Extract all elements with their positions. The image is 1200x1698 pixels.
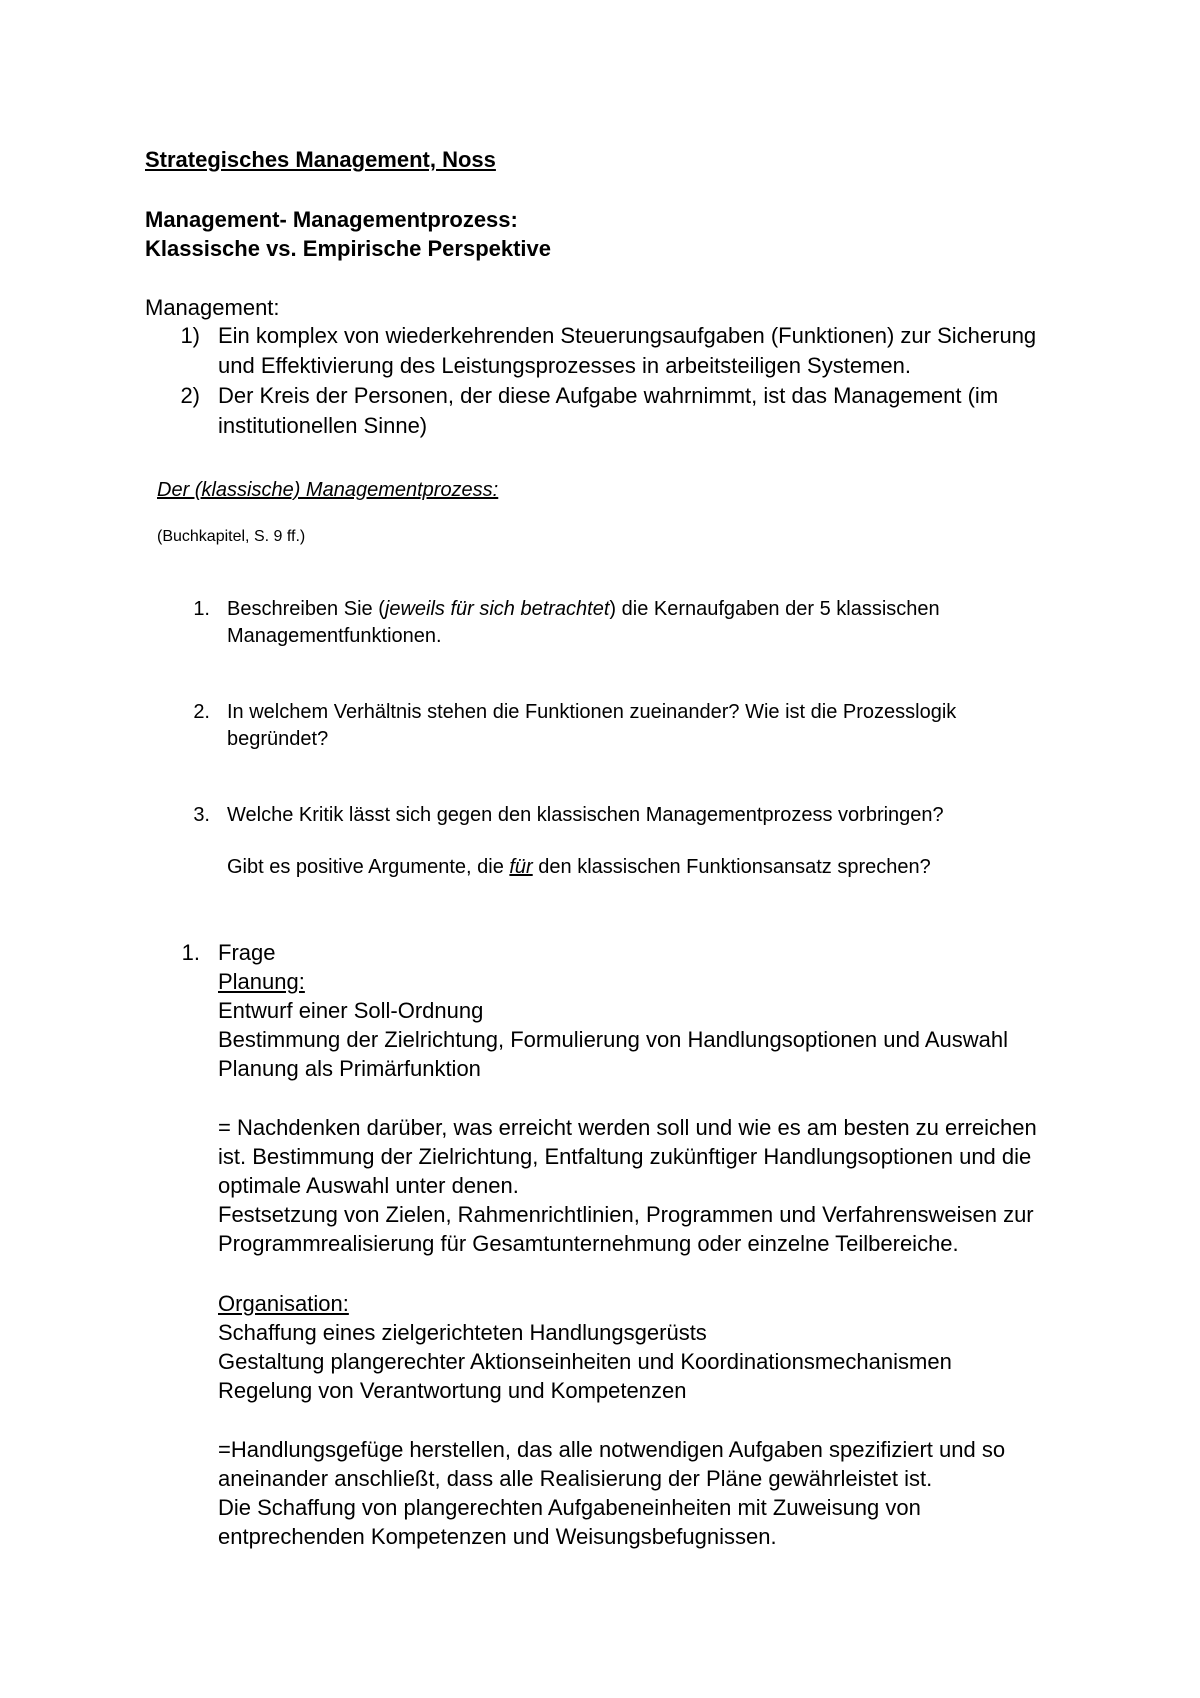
question-line bbox=[227, 596, 940, 623]
question-text: den klassischen Funktionsansatz sprechen? bbox=[532, 856, 931, 878]
question-emphasis: für bbox=[509, 856, 533, 878]
planung-para-line: Festsetzung von Zielen, Rahmenrichtlinien, Programmen und Verfahrensweisen zur bbox=[218, 1202, 1034, 1227]
def-item-line: institutionellen Sinne) bbox=[218, 413, 428, 438]
planung-para-line: Programmrealisierung für Gesamtunternehmung oder einzelne Teilbereiche. bbox=[218, 1231, 959, 1256]
doc-title: Strategisches Management, Noss bbox=[145, 147, 496, 172]
organisation-para-line: =Handlungsgefüge herstellen, das alle notwendigen Aufgaben spezifiziert und so bbox=[218, 1437, 1006, 1462]
def-item-line: und Effektivierung des Leistungsprozesses in arbeitsteiligen Systemen. bbox=[218, 353, 911, 378]
answer-number: 1. bbox=[181, 940, 200, 965]
question-number: 2. bbox=[193, 701, 210, 723]
management-label: Management: bbox=[145, 295, 280, 320]
question-text: Gibt es positive Argumente, die bbox=[227, 856, 510, 878]
question-number: 3. bbox=[193, 804, 210, 826]
organisation-para-line: Die Schaffung von plangerechten Aufgabeneinheiten mit Zuweisung von bbox=[218, 1495, 921, 1520]
question-line: begründet? bbox=[227, 728, 329, 750]
organisation-para-line: entprechenden Kompetenzen und Weisungsbefugnissen. bbox=[218, 1524, 777, 1549]
question-line: Managementfunktionen. bbox=[227, 625, 442, 647]
question-emphasis: jeweils für sich betrachtet bbox=[384, 598, 610, 620]
planung-para-line: ist. Bestimmung der Zielrichtung, Entfaltung zukünftiger Handlungsoptionen und die bbox=[218, 1144, 1032, 1169]
answer-label: Frage bbox=[218, 940, 276, 965]
process-heading: Der (klassische) Managementprozess: bbox=[157, 479, 499, 501]
question-text: ) die Kernaufgaben der 5 klassischen bbox=[609, 598, 940, 620]
planung-line: Planung als Primärfunktion bbox=[218, 1056, 481, 1081]
question-line: In welchem Verhältnis stehen die Funktionen zueinander? Wie ist die Prozesslogik bbox=[227, 701, 957, 723]
answer-section bbox=[0, 938, 1200, 1558]
book-reference: (Buchkapitel, S. 9 ff.) bbox=[157, 528, 306, 545]
organisation-heading: Organisation: bbox=[218, 1291, 349, 1316]
planung-heading: Planung: bbox=[218, 969, 305, 994]
planung-line: Bestimmung der Zielrichtung, Formulierung von Handlungsoptionen und Auswahl bbox=[218, 1027, 1009, 1052]
planung-line: Entwurf einer Soll-Ordnung bbox=[218, 998, 484, 1023]
planung-para-line: optimale Auswahl unter denen. bbox=[218, 1173, 519, 1198]
planung-para-line: = Nachdenken darüber, was erreicht werden soll und wie es am besten zu erreichen bbox=[218, 1115, 1037, 1140]
organisation-para-line: aneinander anschließt, dass alle Realisierung der Pläne gewährleistet ist. bbox=[218, 1466, 933, 1491]
def-item-line: Der Kreis der Personen, der diese Aufgabe wahrnimmt, ist das Management (im bbox=[218, 383, 999, 408]
organisation-line: Regelung von Verantwortung und Kompetenzen bbox=[218, 1378, 687, 1403]
def-item-line: Ein komplex von wiederkehrenden Steuerungsaufgaben (Funktionen) zur Sicherung bbox=[218, 323, 1037, 348]
subtitle-line-2: Klassische vs. Empirische Perspektive bbox=[145, 236, 552, 261]
def-item-number: 1) bbox=[180, 323, 200, 348]
question-text: Beschreiben Sie ( bbox=[227, 598, 385, 620]
question-line: Welche Kritik lässt sich gegen den klassischen Managementprozess vorbringen? bbox=[227, 804, 944, 826]
def-item-number: 2) bbox=[180, 383, 200, 408]
question-list bbox=[0, 596, 1200, 876]
subtitle-line-1: Management- Managementprozess: bbox=[145, 207, 518, 232]
definition-list bbox=[0, 321, 1200, 441]
question-number: 1. bbox=[193, 598, 210, 620]
question-subline bbox=[227, 854, 931, 881]
organisation-line: Schaffung eines zielgerichteten Handlungsgerüsts bbox=[218, 1320, 707, 1345]
organisation-line: Gestaltung plangerechter Aktionseinheiten und Koordinationsmechanismen bbox=[218, 1349, 952, 1374]
